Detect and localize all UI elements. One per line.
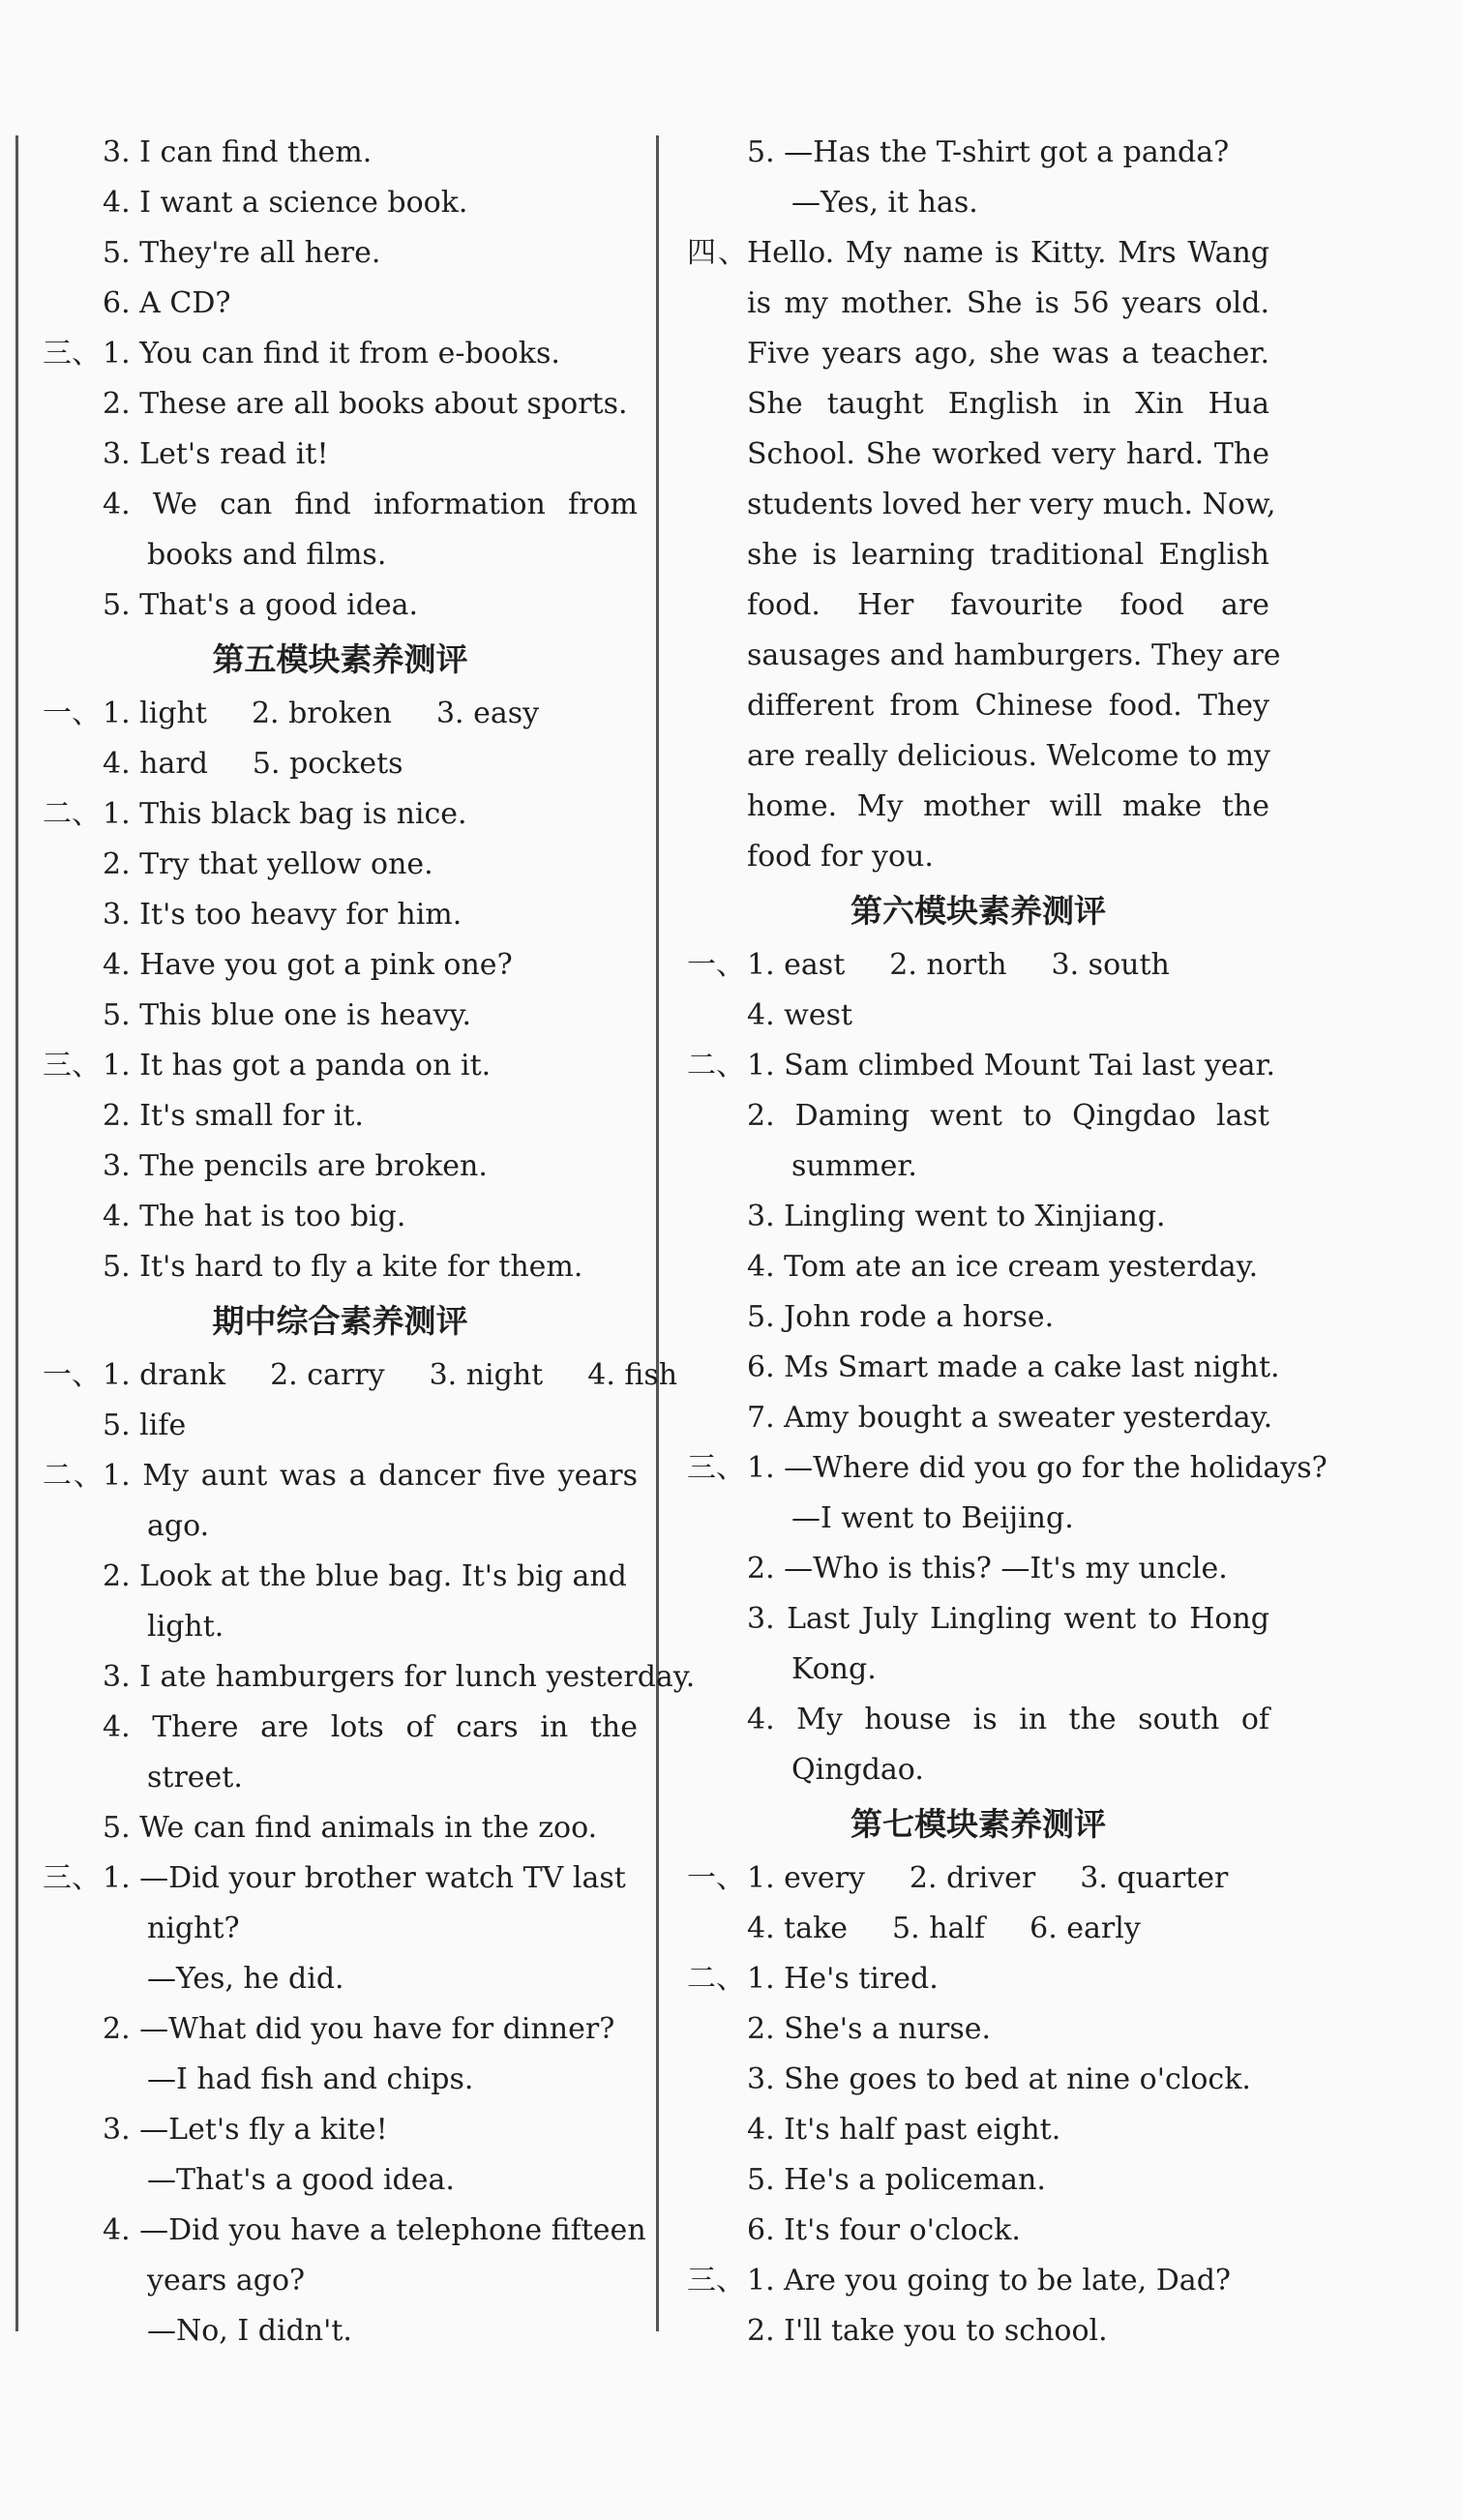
answer-line: 4. The hat is too big. <box>103 1200 406 1233</box>
answer-line: 5. John rode a horse. <box>747 1300 1055 1334</box>
answer-line-cont: years ago? <box>147 2264 306 2298</box>
answer-line: 2. —Who is this? —It's my uncle. <box>747 1552 1228 1586</box>
answer-line-cont: summer. <box>791 1149 917 1183</box>
answer-text: 5. pockets <box>252 747 403 781</box>
section-marker: 一、 <box>687 1861 745 1895</box>
answer-line-cont: —I went to Beijing. <box>791 1501 1074 1535</box>
answer-line-cont: street. <box>147 1761 243 1794</box>
answer-text: 2. driver <box>909 1861 1036 1895</box>
answer-text: 1. You can find it from e-books. <box>103 337 560 371</box>
answer-text: 4. take <box>747 1912 849 1945</box>
section-marker: 二、 <box>687 1962 745 1996</box>
answer-line-cont: books and films. <box>147 538 387 572</box>
section-line <box>687 940 1269 991</box>
section-marker: 一、 <box>687 948 745 982</box>
answer-text: 2. carry <box>270 1358 385 1392</box>
answer-line: 3. Let's read it! <box>103 437 329 471</box>
answer-line <box>687 1904 1269 1954</box>
answer-line: 6. It's four o'clock. <box>747 2213 1021 2247</box>
answer-line: 4. Tom ate an ice cream yesterday. <box>747 1250 1259 1284</box>
section-line <box>687 1954 1269 2004</box>
answer-line: 2. It's small for it. <box>103 1099 364 1133</box>
answer-line: 6. A CD? <box>103 286 231 320</box>
section-line <box>43 329 638 379</box>
answer-line: 6. Ms Smart made a cake last night. <box>747 1350 1280 1384</box>
answer-line: 4. We can find information from <box>103 488 638 521</box>
answer-text: 1. Sam climbed Mount Tai last year. <box>747 1049 1276 1082</box>
answer-text: 1. every <box>747 1861 865 1895</box>
answer-text: 6. early <box>1029 1912 1141 1945</box>
passage-line: food for you. <box>747 840 934 874</box>
answer-line <box>43 739 638 789</box>
section-line <box>687 2256 1269 2306</box>
answer-text: 1. He's tired. <box>747 1962 939 1996</box>
answer-text: 1. My aunt was a dancer five years <box>103 1459 638 1493</box>
right-column <box>687 128 1328 2357</box>
section-marker: 四、 <box>687 236 747 270</box>
answer-line: 5. —Has the T-shirt got a panda? <box>747 135 1230 169</box>
section-marker: 三、 <box>43 1861 101 1895</box>
section-marker: 三、 <box>687 2264 745 2298</box>
answer-line: 5. We can find animals in the zoo. <box>103 1811 598 1845</box>
section-line <box>43 689 638 739</box>
section-marker: 一、 <box>43 697 101 730</box>
midterm-heading: 期中综合素养测评 <box>212 1302 468 1340</box>
passage-line: different from Chinese food. They <box>747 689 1269 723</box>
answer-line: 2. She's a nurse. <box>747 2012 992 2046</box>
answer-line: 3. Last July Lingling went to Hong <box>747 1602 1269 1636</box>
answer-line: 3. I ate hamburgers for lunch yesterday. <box>103 1660 696 1694</box>
answer-line: 2. These are all books about sports. <box>103 387 628 421</box>
left-margin-rule <box>15 135 18 2331</box>
answer-text: 3. south <box>1051 948 1170 982</box>
answer-line: 3. The pencils are broken. <box>103 1149 488 1183</box>
answer-line: 3. —Let's fly a kite! <box>103 2113 388 2147</box>
module-5-heading: 第五模块素养测评 <box>212 640 468 678</box>
answer-line: 2. Try that yellow one. <box>103 847 433 881</box>
section-marker: 二、 <box>43 1459 103 1493</box>
section-marker: 二、 <box>43 797 101 831</box>
answer-line: 5. It's hard to fly a kite for them. <box>103 1250 583 1284</box>
section-line <box>43 789 638 840</box>
module-6-heading: 第六模块素养测评 <box>850 892 1106 930</box>
module-7-heading: 第七模块素养测评 <box>850 1805 1106 1843</box>
section-marker: 三、 <box>43 1049 101 1082</box>
answer-line-cont: —That's a good idea. <box>147 2163 455 2197</box>
section-line <box>43 1350 678 1401</box>
answer-line: 4. Have you got a pink one? <box>103 948 513 982</box>
answer-line: 4. west <box>747 998 853 1032</box>
answer-line-cont: night? <box>147 1912 240 1945</box>
answer-line-cont: Kong. <box>791 1652 877 1686</box>
answer-text: 2. broken <box>251 697 392 730</box>
section-line <box>687 1041 1276 1091</box>
answer-line-cont: light. <box>147 1610 224 1644</box>
passage-line: sausages and hamburgers. They are <box>747 638 1281 672</box>
section-marker: 一、 <box>43 1358 101 1392</box>
answer-text: 1. —Where did you go for the holidays? <box>747 1451 1328 1485</box>
answer-line-cont: —Yes, he did. <box>147 1962 344 1996</box>
answer-line-cont: —Yes, it has. <box>791 186 978 220</box>
answer-line: 4. My house is in the south of <box>747 1703 1269 1736</box>
answer-line: 2. Daming went to Qingdao last <box>747 1099 1269 1133</box>
answer-line: 3. It's too heavy for him. <box>103 898 462 932</box>
answer-text: 1. east <box>747 948 846 982</box>
answer-line: 3. Lingling went to Xinjiang. <box>747 1200 1166 1233</box>
answer-text: 2. north <box>889 948 1007 982</box>
section-line <box>687 228 1269 279</box>
passage-line: School. She worked very hard. The <box>747 437 1269 471</box>
passage-line: home. My mother will make the <box>747 789 1269 823</box>
answer-line-cont: ago. <box>147 1509 210 1543</box>
answer-text: 1. It has got a panda on it. <box>103 1049 492 1082</box>
answer-line: 5. This blue one is heavy. <box>103 998 472 1032</box>
answer-text: 3. quarter <box>1080 1861 1229 1895</box>
section-line <box>43 1041 638 1091</box>
section-line <box>687 1443 1328 1494</box>
left-column <box>43 128 696 2357</box>
column-divider <box>656 135 659 2331</box>
answer-line: 3. I can find them. <box>103 135 373 169</box>
answer-line: 4. I want a science book. <box>103 186 468 220</box>
answer-line: 5. They're all here. <box>103 236 381 270</box>
answer-line: 4. —Did you have a telephone fifteen <box>103 2213 646 2247</box>
answer-text: 1. drank <box>103 1358 226 1392</box>
passage-line: she is learning traditional English <box>747 538 1269 572</box>
section-marker: 二、 <box>687 1049 745 1082</box>
section-line <box>43 1853 638 1904</box>
passage-line: Five years ago, she was a teacher. <box>747 337 1269 371</box>
answer-text: 1. Are you going to be late, Dad? <box>747 2264 1231 2298</box>
passage-line: food. Her favourite food are <box>747 588 1269 622</box>
answer-line: 5. He's a policeman. <box>747 2163 1046 2197</box>
answer-text: 1. —Did your brother watch TV last <box>103 1861 626 1895</box>
passage-line: students loved her very much. Now, <box>747 488 1276 521</box>
section-marker: 三、 <box>43 337 101 371</box>
answer-text: 4. hard <box>103 747 208 781</box>
passage-line: She taught English in Xin Hua <box>747 387 1269 421</box>
answer-line: 5. That's a good idea. <box>103 588 419 622</box>
answer-line: 4. There are lots of cars in the <box>103 1710 638 1744</box>
answer-line: 2. Look at the blue bag. It's big and <box>103 1559 627 1593</box>
answer-line: 4. It's half past eight. <box>747 2113 1061 2147</box>
answer-line-cont: —No, I didn't. <box>147 2314 352 2348</box>
passage-line: is my mother. She is 56 years old. <box>747 286 1269 320</box>
section-line <box>43 1451 638 1501</box>
answer-line: 2. —What did you have for dinner? <box>103 2012 615 2046</box>
answer-line: 3. She goes to bed at nine o'clock. <box>747 2062 1251 2096</box>
answer-line-cont: —I had fish and chips. <box>147 2062 474 2096</box>
answer-text: 1. This black bag is nice. <box>103 797 467 831</box>
answer-text: 4. fish <box>587 1358 678 1392</box>
passage-line: are really delicious. Welcome to my <box>747 739 1270 773</box>
answer-line-cont: Qingdao. <box>791 1753 924 1787</box>
answer-text: 1. light <box>103 697 207 730</box>
answer-line: 7. Amy bought a sweater yesterday. <box>747 1401 1273 1435</box>
answer-line: 5. life <box>103 1408 187 1442</box>
passage-text: Hello. My name is Kitty. Mrs Wang <box>747 236 1269 270</box>
section-marker: 三、 <box>687 1451 745 1485</box>
answer-line: 2. I'll take you to school. <box>747 2314 1108 2348</box>
answer-text: 3. night <box>429 1358 544 1392</box>
section-line <box>687 1853 1269 1904</box>
answer-text: 3. easy <box>435 697 540 730</box>
answer-text: 5. half <box>892 1912 986 1945</box>
